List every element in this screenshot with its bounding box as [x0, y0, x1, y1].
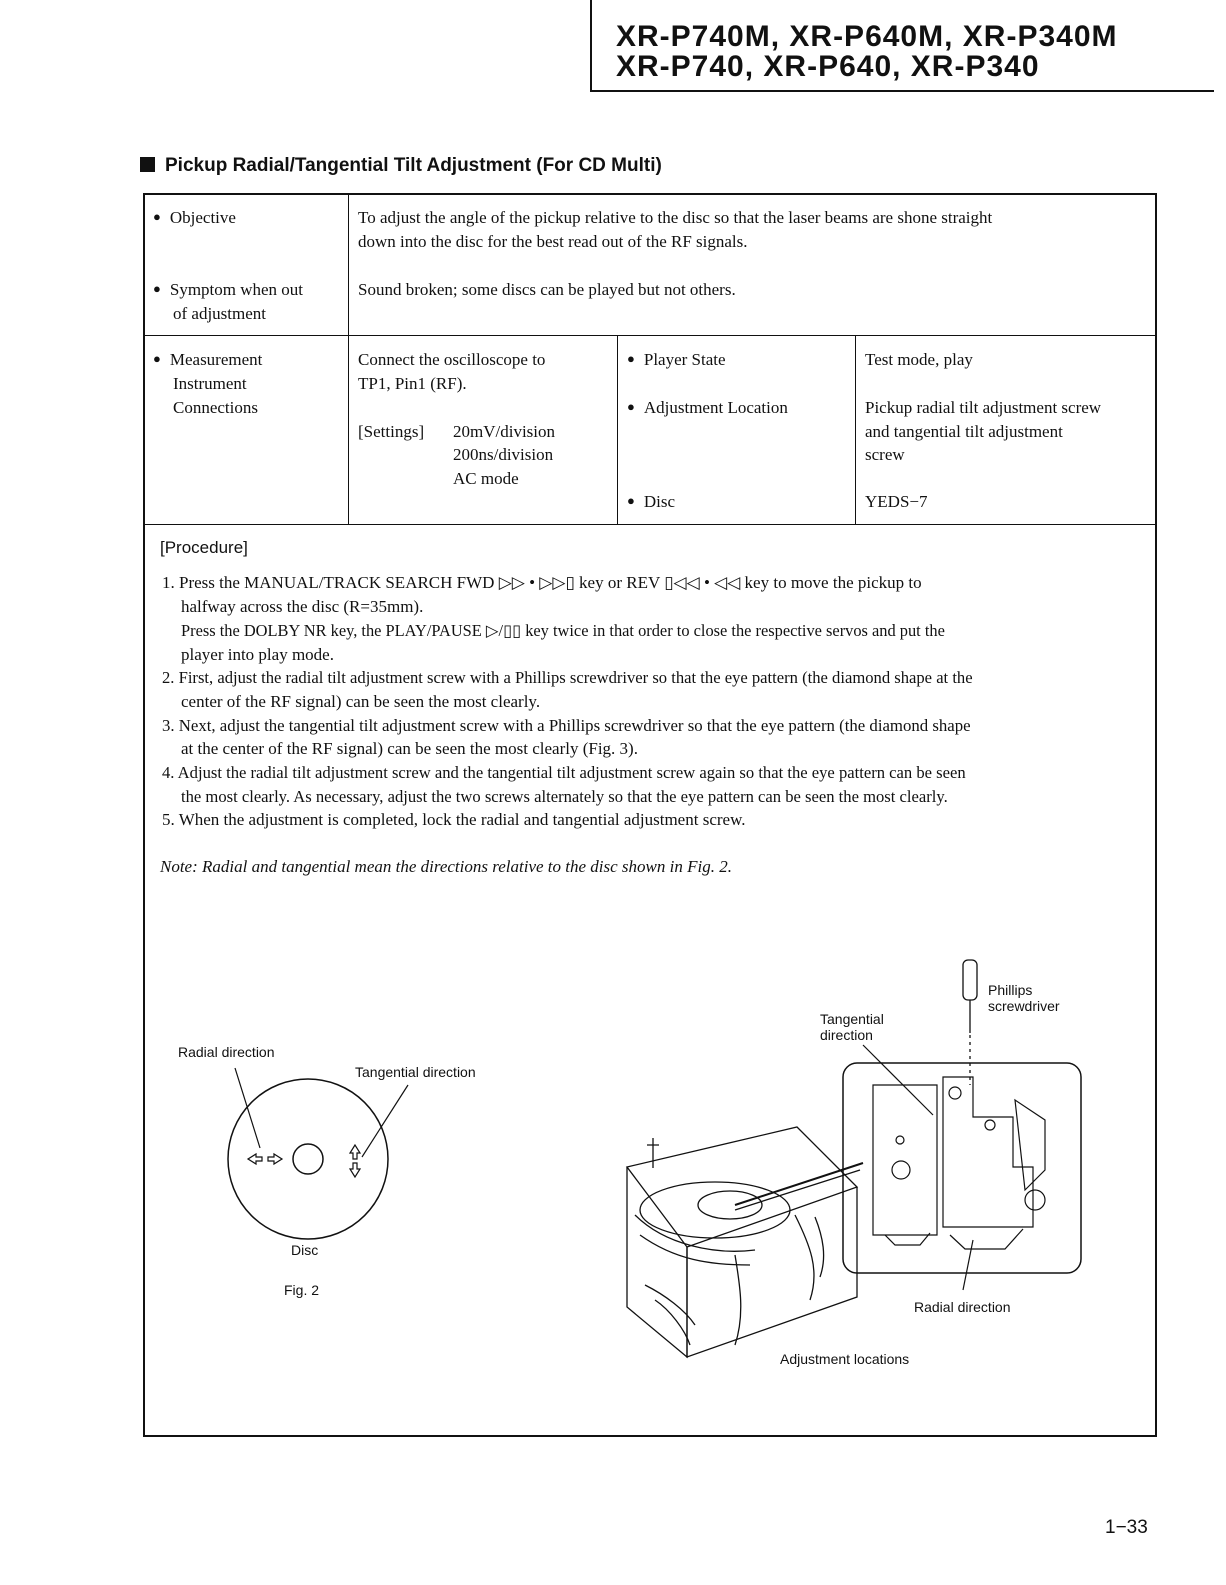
fig2-caption: Fig. 2 [284, 1282, 320, 1298]
procedure-line: the most clearly. As necessary, adjust the two screws alternately so that the eye pattern can be seen the most clearly. [181, 787, 948, 806]
symptom-label-2: of adjustment [173, 304, 267, 323]
fig3-screwdriver-label-1: Phillips [988, 982, 1033, 998]
pickup-detail [873, 1077, 1045, 1249]
player-state-value: Test mode, play [865, 350, 973, 369]
connect-text-2: TP1, Pin1 (RF). [358, 374, 467, 393]
procedure-line: player into play mode. [181, 645, 334, 664]
disc-hole [293, 1144, 323, 1174]
settings-value-2: 200ns/division [453, 445, 554, 464]
tangential-arrows-icon [350, 1145, 360, 1177]
disc-label: ● Disc [627, 490, 675, 515]
measurement-label: ● Measurement [153, 348, 262, 373]
settings-value-1: 20mV/division [453, 422, 556, 441]
fig2-radial-label: Radial direction [178, 1044, 275, 1060]
table-divider [145, 335, 1155, 336]
fig2-tangential-label: Tangential direction [355, 1064, 476, 1080]
fig3-caption: Adjustment locations [780, 1351, 910, 1367]
fig3-tangential-label-1: Tangential [820, 1011, 884, 1027]
model-header [590, 0, 1214, 92]
procedure-line: center of the RF signal) can be seen the most clearly. [181, 692, 541, 711]
table-divider [145, 524, 1155, 525]
procedure-line: 5. When the adjustment is completed, lock the radial and tangential adjustment screw. [162, 810, 746, 829]
phillips-screwdriver-icon [963, 960, 977, 1085]
disc-value: YEDS−7 [865, 492, 928, 511]
fig3-radial-label: Radial direction [914, 1299, 1011, 1315]
section-title [140, 155, 662, 177]
section-bullet-square-icon [140, 157, 155, 172]
objective-label: ● Objective [153, 206, 236, 231]
symptom-label: ● Symptom when out [153, 278, 303, 303]
procedure-note: Note: Radial and tangential mean the directions relative to the disc shown in Fig. 2. [160, 857, 732, 876]
measurement-label-3: Connections [173, 398, 258, 417]
symptom-text: Sound broken; some discs can be played but not others. [358, 280, 736, 299]
table-divider [617, 335, 618, 525]
objective-text-2: down into the disc for the best read out of the RF signals. [358, 232, 748, 251]
table-divider [348, 195, 349, 525]
section-title-text: Pickup Radial/Tangential Tilt Adjustment (For CD Multi) [165, 155, 662, 176]
disc-outline [228, 1079, 388, 1239]
fig2-disc-label: Disc [291, 1242, 319, 1258]
adj-location-value-1: Pickup radial tilt adjustment screw [865, 398, 1102, 417]
connect-text-1: Connect the oscilloscope to [358, 350, 546, 369]
tangential-leader-line [362, 1085, 408, 1157]
procedure-line: Press the DOLBY NR key, the PLAY/PAUSE ▷/▯▯ key twice in that order to close the respective servos and put the [181, 621, 945, 640]
models-line-1: XR-P740M, XR-P640M, XR-P340M [616, 20, 1118, 53]
procedure-line: 1. Press the MANUAL/TRACK SEARCH FWD ▷▷ • ▷▷▯ key or REV ▯◁◁ • ◁◁ key to move the pickup to [162, 573, 922, 592]
fig3-tangential-label-2: direction [820, 1027, 873, 1043]
player-state-label: ● Player State [627, 348, 726, 373]
procedure-line: 3. Next, adjust the tangential tilt adjustment screw with a Phillips screwdriver so that the eye pattern (the diamond shape [162, 716, 971, 735]
radial-leader-line [235, 1068, 260, 1148]
settings-label: [Settings] [358, 422, 425, 441]
procedure-line: 4. Adjust the radial tilt adjustment screw and the tangential tilt adjustment screw again so that the eye pattern can be seen [162, 763, 966, 782]
cd-changer-mechanism [627, 1127, 863, 1357]
procedure-line: at the center of the RF signal) can be seen the most clearly (Fig. 3). [181, 739, 638, 758]
procedure-title: [Procedure] [160, 538, 248, 557]
settings-value-3: AC mode [453, 469, 519, 488]
adj-location-label: ● Adjustment Location [627, 396, 788, 421]
radial-leader-line [963, 1240, 973, 1290]
models-line-2: XR-P740, XR-P640, XR-P340 [616, 50, 1040, 83]
adj-location-value-2: and tangential tilt adjustment [865, 422, 1063, 441]
procedure-line: halfway across the disc (R=35mm). [181, 597, 424, 616]
procedure-line: 2. First, adjust the radial tilt adjustment screw with a Phillips screwdriver so that the eye pattern (the diamond shape at the [162, 668, 973, 687]
fig3-screwdriver-label-2: screwdriver [988, 998, 1060, 1014]
radial-arrows-icon [248, 1154, 282, 1164]
objective-text-1: To adjust the angle of the pickup relative to the disc so that the laser beams are shone straight [358, 208, 993, 227]
adj-location-value-3: screw [865, 445, 905, 464]
table-divider [855, 335, 856, 525]
measurement-label-2: Instrument [173, 374, 247, 393]
page-number: 1−33 [1105, 1517, 1148, 1538]
